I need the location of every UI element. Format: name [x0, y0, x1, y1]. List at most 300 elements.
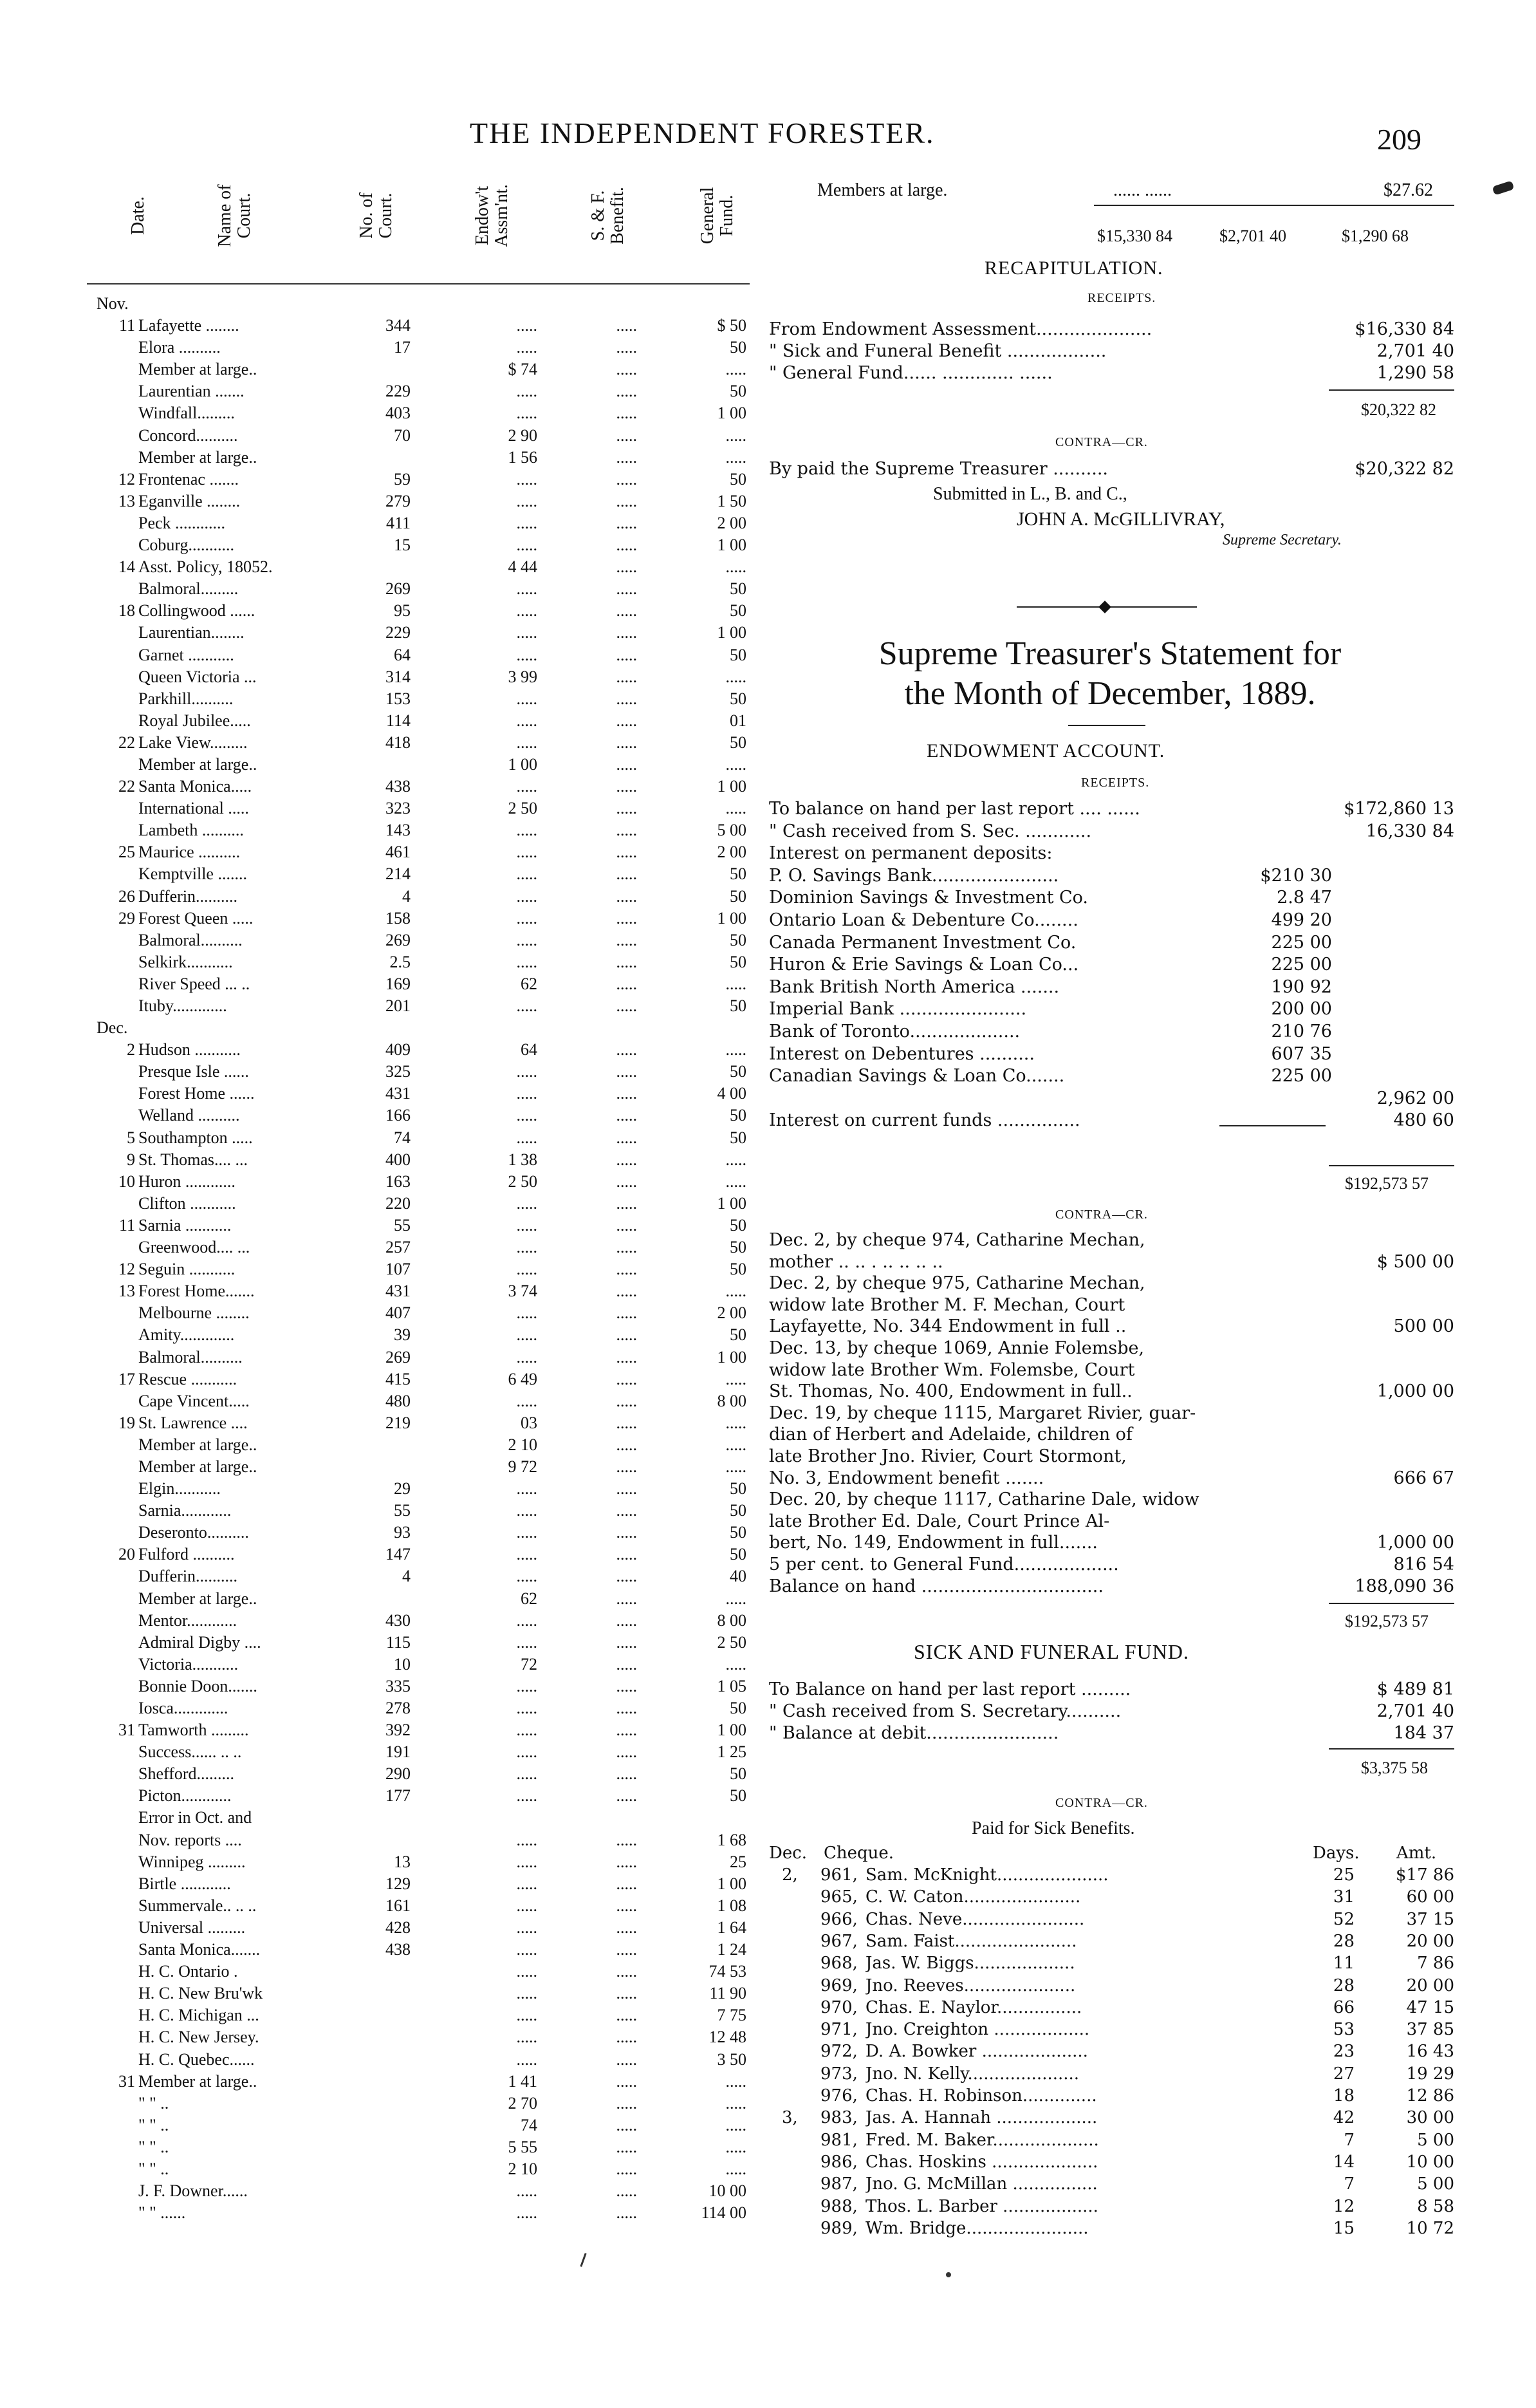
cell-no: 344 — [385, 316, 411, 335]
cell-no: 10 — [394, 1654, 411, 1674]
table-row — [0, 1829, 759, 1851]
cell-endow: ..... — [516, 513, 537, 532]
cell-endow: ..... — [516, 1830, 537, 1849]
cell-name: Clifton ........... — [138, 1193, 236, 1213]
cell-endow: ..... — [516, 601, 537, 621]
table-row — [0, 2049, 759, 2071]
cell-endow: 5 55 — [508, 2137, 537, 2156]
cell-gen: 50 — [730, 1479, 746, 1498]
table-row — [0, 359, 759, 380]
cell-gen: $ 50 — [717, 316, 746, 335]
cell-sf: ..... — [616, 1303, 637, 1323]
cell-sf: ..... — [616, 711, 637, 730]
cell-date: Nov. — [97, 294, 129, 313]
cell-no: 214 — [385, 864, 411, 884]
cell-sf: ..... — [616, 2006, 637, 2025]
cell-no: 13 — [394, 1852, 411, 1871]
cell-endow: 2 90 — [508, 425, 537, 445]
table-row — [0, 1237, 759, 1258]
cell-gen: 114 00 — [701, 2203, 746, 2223]
table-row — [0, 447, 759, 469]
cell-endow: 1 56 — [508, 447, 537, 467]
cell-endow: ..... — [516, 2006, 537, 2025]
cell-name: Santa Monica..... — [138, 777, 252, 796]
sick-benefit-row: 986, Chas. Hoskins .................... 14 10 00 — [820, 2152, 1454, 2172]
cell-name: Admiral Digby .... — [138, 1632, 261, 1652]
rule — [1094, 205, 1454, 206]
cell-gen: ..... — [725, 1589, 746, 1608]
cell-gen: ..... — [725, 360, 746, 379]
endowment-payment-row: dian of Herbert and Adelaide, children of — [769, 1424, 1133, 1445]
cell-sf: ..... — [616, 1128, 637, 1147]
table-row — [0, 1324, 759, 1346]
cell-sf: ..... — [616, 1084, 637, 1103]
cell-no: 229 — [385, 382, 411, 401]
endowment-receipt-row: Interest on current funds ............... 480 60 — [769, 1110, 1454, 1131]
cell-gen: 7 75 — [717, 2006, 746, 2025]
table-row — [0, 1719, 759, 1741]
endowment-payment-row: Dec. 13, by cheque 1069, Annie Folemsbe, — [769, 1338, 1145, 1358]
cell-endow: ..... — [516, 2203, 537, 2223]
cell-endow: ..... — [516, 1391, 537, 1410]
statement-title-line-1: Supreme Treasurer's Statement for — [878, 635, 1342, 672]
endowment-receipt-row: Huron & Erie Savings & Loan Co... 225 00 — [769, 955, 1332, 975]
cell-name: H. C. Quebec...... — [138, 2049, 255, 2069]
cell-no: 153 — [385, 689, 411, 708]
cell-no: 201 — [385, 996, 411, 1015]
cell-name: Fulford .......... — [138, 1545, 235, 1564]
cell-endow: ..... — [516, 623, 537, 642]
rule — [1329, 1165, 1454, 1166]
cell-name: " " ...... — [138, 2203, 186, 2223]
cell-endow: 72 — [521, 1654, 537, 1674]
cell-gen: 1 00 — [717, 1193, 746, 1213]
cell-name: Santa Monica....... — [138, 1940, 261, 1959]
statement-title-line-2: the Month of December, 1889. — [904, 675, 1316, 712]
cell-gen: ..... — [725, 1150, 746, 1169]
cell-name: Garnet ........... — [138, 645, 234, 664]
cell-name: Collingwood ...... — [138, 601, 255, 621]
cell-name: Hudson ........... — [138, 1040, 241, 1059]
cell-no: 219 — [385, 1413, 411, 1432]
cell-sf: ..... — [616, 1676, 637, 1695]
cell-endow: 2 10 — [508, 2159, 537, 2178]
cell-sf: ..... — [616, 777, 637, 796]
cell-date: 18 — [118, 601, 135, 621]
cell-no: 115 — [385, 1632, 411, 1652]
table-row — [0, 929, 759, 951]
cell-endow: ..... — [516, 864, 537, 884]
cell-gen: 74 53 — [708, 1962, 746, 1981]
cell-date: 31 — [118, 1721, 135, 1740]
col-head-court-no: No. of Court. — [356, 192, 396, 239]
cell-name: Concord.......... — [138, 425, 238, 445]
table-row — [0, 1039, 759, 1061]
cell-endow: ..... — [516, 536, 537, 555]
endowment-receipt-row: Bank of Toronto.................... 210 76 — [769, 1022, 1332, 1041]
table-row — [0, 512, 759, 534]
cell-sf: ..... — [616, 1654, 637, 1674]
table-row — [0, 1171, 759, 1193]
cell-gen: 8 00 — [717, 1610, 746, 1630]
cell-endow: 1 00 — [508, 754, 537, 774]
cell-sf: ..... — [616, 864, 637, 884]
cell-sf: ..... — [616, 645, 637, 664]
table-row — [0, 886, 759, 908]
cell-endow: 3 74 — [508, 1282, 537, 1301]
cell-no: 418 — [385, 733, 411, 752]
cell-endow: ..... — [516, 404, 537, 423]
cell-sf: ..... — [616, 1940, 637, 1959]
cell-sf: ..... — [616, 1193, 637, 1213]
cell-gen: ..... — [725, 2093, 746, 2113]
endowment-payment-row: widow late Brother M. F. Mechan, Court — [769, 1294, 1125, 1315]
cell-name: Queen Victoria ... — [138, 667, 257, 686]
cell-gen: 50 — [730, 930, 746, 949]
cell-name: Forest Queen ..... — [138, 908, 254, 928]
cell-gen: 3 50 — [717, 2049, 746, 2069]
cell-sf: ..... — [616, 1435, 637, 1454]
cell-gen: ..... — [725, 1654, 746, 1674]
sick-benefit-row: 989, Wm. Bridge....................... 15 10 72 — [820, 2218, 1454, 2238]
table-row — [0, 2202, 759, 2224]
col-head-court-name: Name of Court. — [215, 184, 254, 247]
sick-benefit-row: 965, C. W. Caton...................... 31 60 00 — [820, 1887, 1454, 1907]
cell-no: 169 — [385, 974, 411, 993]
cell-name: Member at large.. — [138, 754, 257, 774]
cell-name: Universal ......... — [138, 1918, 246, 1937]
cell-sf: ..... — [616, 2159, 637, 2178]
cell-sf: ..... — [616, 2028, 637, 2047]
cell-sf: ..... — [616, 1699, 637, 1717]
table-row — [0, 1258, 759, 1280]
cell-gen: ..... — [725, 1413, 746, 1432]
cell-gen: ..... — [725, 1282, 746, 1301]
receipts-label: RECEIPTS. — [1087, 291, 1156, 305]
cell-gen: ..... — [725, 425, 746, 445]
cell-sf: ..... — [616, 843, 637, 862]
cell-no: 269 — [385, 1347, 411, 1367]
cell-name: Southampton ..... — [138, 1128, 253, 1147]
cell-sf: ..... — [616, 1282, 637, 1301]
cell-endow: ..... — [516, 1940, 537, 1959]
cell-no: 191 — [385, 1742, 411, 1762]
table-row — [0, 600, 759, 622]
cell-gen: 4 00 — [717, 1084, 746, 1103]
cell-date: 12 — [118, 1260, 135, 1279]
cell-endow: ..... — [516, 338, 537, 357]
endowment-payment-row: St. Thomas, No. 400, Endowment in full.. 1,000 00 — [769, 1381, 1454, 1402]
cell-name: Amity............. — [138, 1325, 235, 1345]
cell-no: 4 — [402, 886, 411, 906]
cell-sf: ..... — [616, 1501, 637, 1520]
endowment-receipt-row: Dominion Savings & Investment Co. 2.8 47 — [769, 888, 1332, 908]
endowment-payment-row: Layfayette, No. 344 Endowment in full .. 500 00 — [769, 1316, 1454, 1337]
cell-gen: ..... — [725, 799, 746, 818]
cell-sf: ..... — [616, 952, 637, 971]
table-row — [0, 688, 759, 710]
cell-gen: 10 00 — [708, 2181, 746, 2201]
cell-no: 415 — [385, 1369, 411, 1388]
sick-benefit-row: 969, Jno. Reeves..................... 28 20 00 — [820, 1975, 1454, 1995]
cell-gen: 50 — [730, 1128, 746, 1147]
table-row — [0, 2180, 759, 2202]
cell-endow: 62 — [521, 974, 537, 993]
endowment-total: $192,573 57 — [1345, 1174, 1429, 1193]
table-row — [0, 1280, 759, 1302]
table-row — [0, 1215, 759, 1237]
cell-gen: 1 24 — [717, 1940, 746, 1959]
cell-date: Dec. — [97, 1018, 128, 1038]
cell-gen: 1 00 — [717, 1874, 746, 1893]
cell-name: Laurentian........ — [138, 623, 245, 642]
cell-name: Ituby............. — [138, 996, 227, 1015]
cell-sf: ..... — [616, 601, 637, 621]
recap-row: From Endowment Assessment..................... $16,330 84 — [769, 319, 1454, 339]
cell-no: 39 — [394, 1325, 411, 1345]
cell-no: 107 — [385, 1260, 411, 1279]
cell-name: H. C. New Bru'wk — [138, 1984, 263, 2003]
cell-sf: ..... — [616, 447, 637, 467]
cell-name: Nov. reports .... — [138, 1830, 242, 1849]
endowment-receipt-row: " Cash received from S. Sec. ............ 16,330 84 — [769, 821, 1454, 841]
cell-gen: ..... — [725, 1040, 746, 1059]
cell-endow: ..... — [516, 1193, 537, 1213]
cell-endow: ..... — [516, 1786, 537, 1806]
table-row — [0, 973, 759, 995]
cell-name: Iosca............. — [138, 1699, 228, 1717]
endowment-payment-row: Balance on hand ................................. 188,090 36 — [769, 1576, 1454, 1596]
cell-endow: ..... — [516, 1742, 537, 1762]
cell-date: 10 — [118, 1171, 135, 1191]
cell-endow: 4 44 — [508, 557, 537, 577]
table-row — [0, 2114, 759, 2136]
cell-name: St. Lawrence .... — [138, 1413, 248, 1432]
recap-row: " General Fund...... ............. ...... 1,290 58 — [769, 363, 1454, 383]
cell-endow: ..... — [516, 930, 537, 949]
cell-endow: ..... — [516, 1128, 537, 1147]
cell-gen: 5 00 — [717, 821, 746, 840]
cell-gen: 50 — [730, 952, 746, 971]
cell-date: 19 — [118, 1413, 135, 1432]
sick-paid-label: Paid for Sick Benefits. — [972, 1818, 1135, 1838]
cell-gen: 2 00 — [717, 843, 746, 862]
sick-fund-row: To Balance on hand per last report ......... $ 489 81 — [769, 1679, 1454, 1699]
cell-name: J. F. Downer...... — [138, 2181, 248, 2201]
cell-endow: ..... — [516, 733, 537, 752]
table-row — [0, 841, 759, 863]
cell-sf: ..... — [616, 1325, 637, 1345]
members-at-large-label: Members at large. — [817, 180, 948, 200]
cell-endow: ..... — [516, 1764, 537, 1784]
cell-sf: ..... — [616, 2115, 637, 2134]
cell-no: 93 — [394, 1523, 411, 1542]
cell-endow: ..... — [516, 1852, 537, 1871]
cell-no: 163 — [385, 1171, 411, 1191]
cell-sf: ..... — [616, 886, 637, 906]
cell-no: 147 — [385, 1545, 411, 1564]
table-row — [0, 556, 759, 578]
cell-sf: ..... — [616, 1523, 637, 1542]
cell-no: 70 — [394, 425, 411, 445]
cell-gen: 1 08 — [717, 1896, 746, 1915]
cell-gen: 2 50 — [717, 1632, 746, 1652]
cell-sf: ..... — [616, 1260, 637, 1279]
endowment-contra-label: CONTRA—CR. — [1055, 1208, 1148, 1222]
table-row — [0, 1654, 759, 1675]
cell-date: 31 — [118, 2071, 135, 2091]
table-row — [0, 2026, 759, 2048]
cell-endow: ..... — [516, 1062, 537, 1081]
cell-no: 55 — [394, 1215, 411, 1235]
cell-sf: ..... — [616, 469, 637, 489]
cell-gen: 1 50 — [717, 491, 746, 510]
cell-no: 166 — [385, 1106, 411, 1125]
cell-sf: ..... — [616, 689, 637, 708]
cell-name: Eganville ........ — [138, 491, 241, 510]
table-row — [0, 1895, 759, 1917]
cell-name: Forest Home....... — [138, 1282, 255, 1301]
cell-endow: 2 50 — [508, 1171, 537, 1191]
cell-endow: ..... — [516, 1523, 537, 1542]
cell-name: H. C. Ontario . — [138, 1962, 238, 1981]
cell-gen: ..... — [725, 2115, 746, 2134]
cell-sf: ..... — [616, 974, 637, 993]
cell-gen: ..... — [725, 1435, 746, 1454]
cell-no: 220 — [385, 1193, 411, 1213]
col-head-sf-benefit: S. & F. Benefit. — [588, 187, 627, 245]
cell-no: 161 — [385, 1896, 411, 1915]
cell-gen: 50 — [730, 1501, 746, 1520]
table-row — [0, 1763, 759, 1785]
endowment-payment-row: late Brother Jno. Rivier, Court Stormont, — [769, 1446, 1127, 1466]
table-row — [0, 776, 759, 798]
table-row — [0, 1697, 759, 1719]
cell-sf: ..... — [616, 2203, 637, 2223]
cell-gen: 50 — [730, 338, 746, 357]
table-row — [0, 490, 759, 512]
cell-name: River Speed ... .. — [138, 974, 250, 993]
cell-date: 14 — [118, 557, 135, 577]
cell-sf: ..... — [616, 1457, 637, 1476]
cell-endow: ..... — [516, 1896, 537, 1915]
cell-no: 431 — [385, 1282, 411, 1301]
table-row — [0, 732, 759, 754]
cell-no: 290 — [385, 1764, 411, 1784]
cell-endow: ..... — [516, 1106, 537, 1125]
sick-benefit-row: 976, Chas. H. Robinson.............. 18 12 86 — [820, 2086, 1454, 2105]
cell-no: 74 — [394, 1128, 411, 1147]
cell-gen: 50 — [730, 601, 746, 621]
cell-sf: ..... — [616, 1742, 637, 1762]
cell-endow: ..... — [516, 689, 537, 708]
cell-no: 409 — [385, 1040, 411, 1059]
cell-name: H. C. New Jersey. — [138, 2028, 259, 2047]
cell-endow: ..... — [516, 1501, 537, 1520]
cell-sf: ..... — [616, 2071, 637, 2091]
contra-label: CONTRA—CR. — [1055, 435, 1148, 449]
sick-benefit-row: 967, Sam. Faist....................... 28 20 00 — [820, 1931, 1454, 1951]
endowment-receipts-label: RECEIPTS. — [1081, 776, 1150, 790]
recap-title: RECAPITULATION. — [985, 257, 1163, 279]
cell-gen: 2 00 — [717, 513, 746, 532]
cell-gen: 50 — [730, 996, 746, 1015]
sick-benefit-row: 988, Thos. L. Barber .................. 12 8 58 — [820, 2196, 1454, 2216]
cell-endow: ..... — [516, 1610, 537, 1630]
table-row — [0, 1149, 759, 1171]
table-row — [0, 1434, 759, 1456]
cell-gen: ..... — [725, 1369, 746, 1388]
cell-name: Sarnia............ — [138, 1501, 232, 1520]
endowment-payment-row: bert, No. 149, Endowment in full....... 1,000 00 — [769, 1533, 1454, 1553]
cell-endow: 9 72 — [508, 1457, 537, 1476]
cell-date: 17 — [118, 1369, 135, 1388]
cell-name: Success...... .. .. — [138, 1742, 242, 1762]
cell-endow: ..... — [516, 382, 537, 401]
cell-date: 9 — [127, 1150, 135, 1169]
table-row — [0, 2004, 759, 2026]
cell-date: 22 — [118, 777, 135, 796]
endowment-payment-row: widow late Brother Wm. Folemsbe, Court — [769, 1359, 1135, 1380]
cell-no: 392 — [385, 1721, 411, 1740]
cell-gen: 50 — [730, 382, 746, 401]
cell-sf: ..... — [616, 1479, 637, 1498]
table-row — [0, 1588, 759, 1610]
cell-endow: 2 50 — [508, 799, 537, 818]
cell-name: Rescue ........... — [138, 1369, 237, 1388]
sick-benefit-row: 981, Fred. M. Baker.................... 7 5 00 — [820, 2130, 1454, 2150]
sick-benefit-row: 3, 983, Jas. A. Hannah ................... 42 30 00 — [782, 2108, 1454, 2128]
table-row — [0, 1390, 759, 1412]
cell-gen: ..... — [725, 2137, 746, 2156]
cell-gen: 50 — [730, 1523, 746, 1542]
cell-no: 177 — [385, 1786, 411, 1806]
table-row — [0, 1456, 759, 1478]
cell-no: 428 — [385, 1918, 411, 1937]
cell-no: 158 — [385, 908, 411, 928]
table-row — [0, 2158, 759, 2180]
cell-endow: ..... — [516, 821, 537, 840]
table-row — [0, 951, 759, 973]
cell-name: Melbourne ........ — [138, 1303, 250, 1323]
table-row — [0, 1610, 759, 1632]
cell-date: 29 — [118, 908, 135, 928]
cell-no: 2.5 — [389, 952, 411, 971]
cell-name: Huron ............ — [138, 1171, 236, 1191]
sick-benefit-header: Dec. Cheque. Days. Amt. — [769, 1843, 1437, 1863]
table-row — [0, 1412, 759, 1434]
cell-name: Balmoral.......... — [138, 930, 243, 949]
cell-gen: 1 00 — [717, 536, 746, 555]
ink-mark — [1492, 180, 1515, 195]
cell-sf: ..... — [616, 799, 637, 818]
endowment-receipt-row: Interest on Debentures .......... 607 35 — [769, 1043, 1332, 1064]
cell-name: Deseronto.......... — [138, 1523, 249, 1542]
cell-endow: 2 70 — [508, 2093, 537, 2113]
cell-name: Balmoral.......... — [138, 1347, 243, 1367]
cell-endow: ..... — [516, 2049, 537, 2069]
cell-gen: 50 — [730, 1062, 746, 1081]
recap-total: $20,322 82 — [1361, 400, 1436, 419]
cell-endow: ..... — [516, 1303, 537, 1323]
month-heading — [0, 1017, 759, 1039]
table-row — [0, 1983, 759, 2004]
cell-no: 430 — [385, 1610, 411, 1630]
table-row — [0, 754, 759, 776]
table-row — [0, 995, 759, 1017]
cell-sf: ..... — [616, 1062, 637, 1081]
total-general: $1,290 68 — [1342, 227, 1409, 245]
